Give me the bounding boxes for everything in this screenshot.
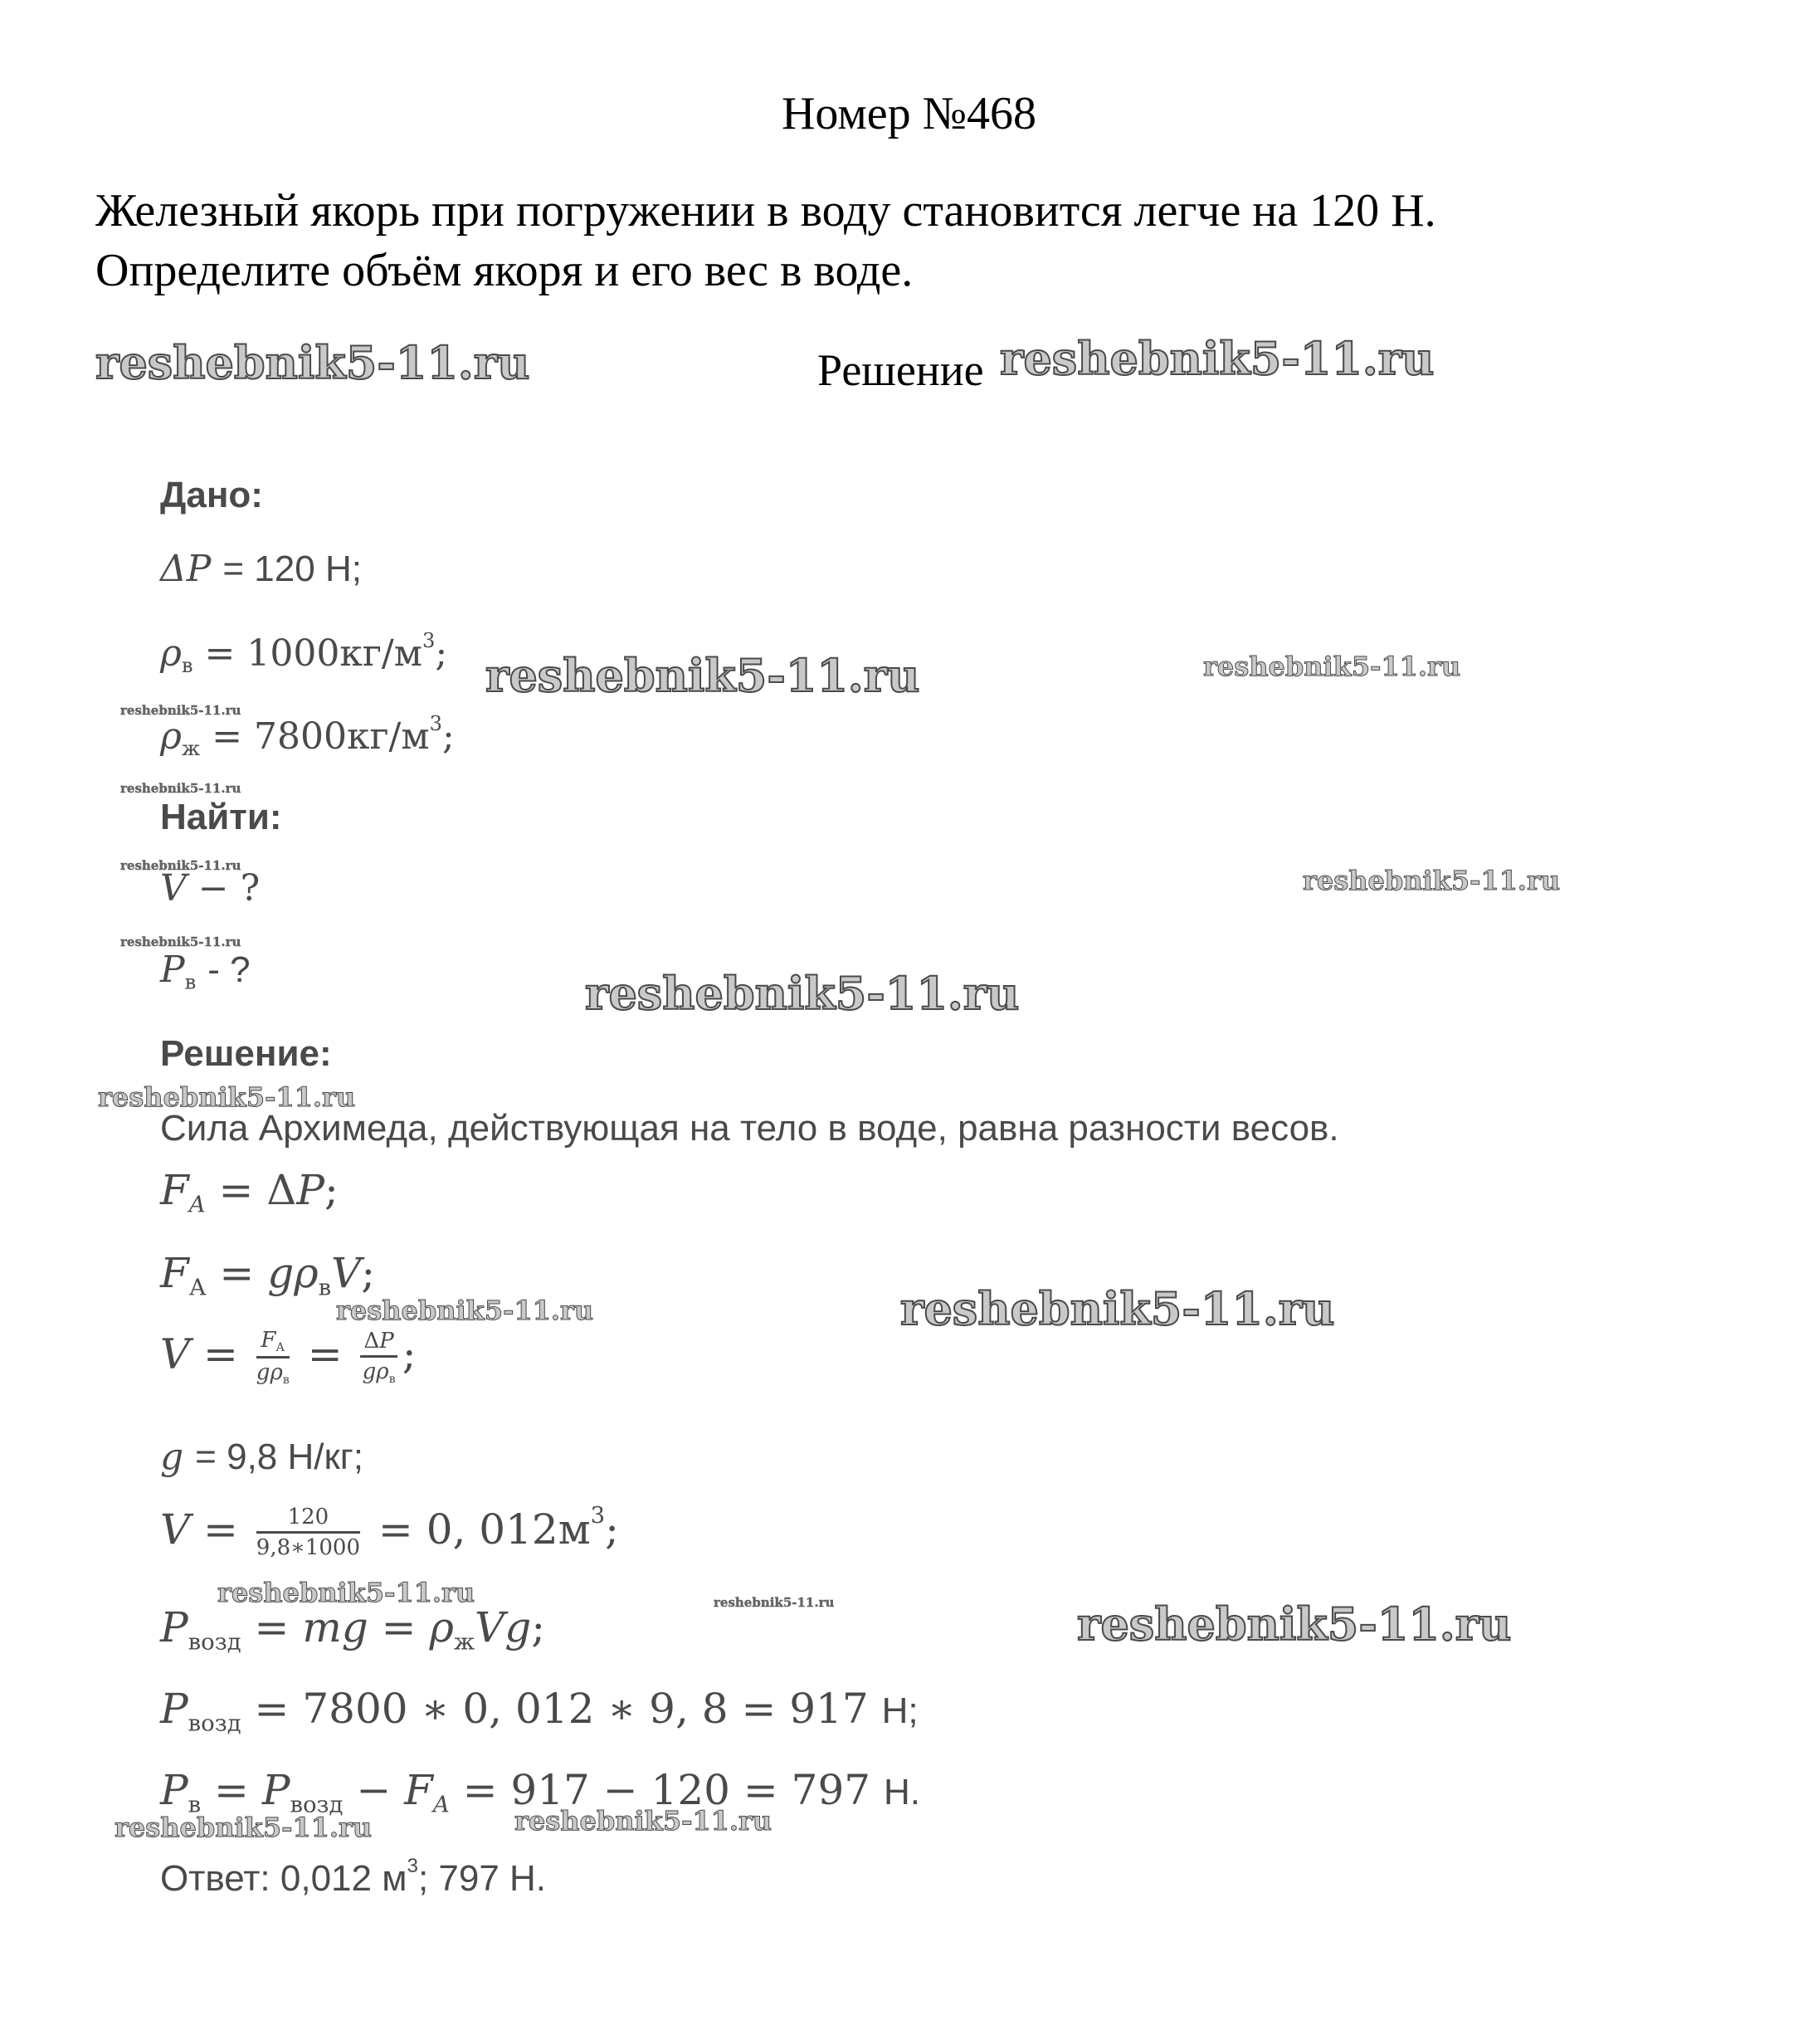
answer-weight: ; 797 Н. [417, 1857, 547, 1899]
find-weight-water: $P_в$ - ? [160, 949, 251, 994]
given-label: Дано: [160, 475, 263, 515]
formula-fa-rho: $F_А = g\rho_вV$; [160, 1249, 376, 1301]
formula-pw-calc: $P_в = P_{возд} - F_A = 917 - 120 = 797$ Н. [160, 1766, 921, 1818]
problem-line-1: Железный якорь при погружении в воду становится легче на 120 Н. [95, 185, 1436, 237]
given-rho-iron: $\rho_ж = 7800кг/м^3$; [160, 712, 455, 761]
problem-statement [95, 181, 1755, 300]
formula-pw-unit: Н. [884, 1772, 921, 1812]
watermark: reshebnik5-11.ru [514, 1805, 773, 1837]
formula-v-calc: V = $\frac{120}{9,8∗1000}$ = 0, $012м^3$; [160, 1502, 619, 1561]
watermark: reshebnik5-11.ru [900, 1282, 1335, 1335]
find-volume: V − ? [160, 867, 261, 910]
answer-label: Ответ: [160, 1857, 271, 1899]
given-rho-iron-value: = 7800кг/м [212, 715, 430, 758]
formula-p-air-unit: Н; [881, 1690, 919, 1731]
solution-text: Сила Архимеда, действующая на тело в воде, равна разности весов. [160, 1108, 1339, 1149]
given-rho-water-value: = 1000кг/м [204, 632, 422, 675]
answer: Ответ: 0,012 $м^3$; 797 Н. [160, 1855, 547, 1899]
watermark: reshebnik5-11.ru [120, 934, 241, 949]
solution-heading: Решение [817, 345, 984, 395]
formula-p-air-calc: $P_{возд} = 7800$ ∗ 0, 012 ∗ 9, 8 = 917 Н; [160, 1685, 919, 1737]
formula-pw-calc-value: = 917 − 120 = 797 [462, 1766, 871, 1814]
page-title: Номер №468 [781, 88, 1037, 139]
formula-v-result: = 0, 012м [378, 1505, 591, 1554]
watermark: reshebnik5-11.ru [98, 1081, 356, 1113]
given-delta-p-value: = 120 Н; [222, 549, 362, 589]
given-delta-p: ΔP = 120 Н; [160, 548, 362, 590]
given-rho-water: $\rho_в = 1000кг/м^3$; [160, 629, 448, 678]
watermark: reshebnik5-11.ru [585, 967, 1020, 1020]
watermark: reshebnik5-11.ru [1077, 1598, 1512, 1651]
find-volume-q: − ? [197, 867, 261, 910]
watermark: reshebnik5-11.ru [115, 1812, 373, 1843]
formula-g: g = 9,8 Н/кг; [160, 1436, 364, 1478]
formula-v: V = $\frac{F_А}{g\rho_в}$ = $\frac{\Delta P}{g\rho_в}$ ; [160, 1328, 417, 1387]
watermark: reshebnik5-11.ru [485, 649, 920, 702]
find-label: Найти: [160, 797, 282, 837]
watermark: reshebnik5-11.ru [1303, 865, 1561, 896]
find-weight-water-q: - ? [207, 949, 251, 990]
watermark: reshebnik5-11.ru [95, 336, 530, 389]
formula-g-value: = 9,8 Н/кг; [195, 1437, 364, 1477]
solution-label: Решение: [160, 1033, 332, 1074]
watermark: reshebnik5-11.ru [120, 781, 241, 796]
fraction: $\frac{120}{9,8∗1000}$ [256, 1505, 360, 1561]
formula-p-air-calc-value: = 7800 ∗ 0, 012 ∗ 9, 8 = 917 [254, 1685, 869, 1733]
answer-volume: 0,012 м [280, 1857, 407, 1899]
fraction: $\frac{F_А}{g\rho_в}$ [256, 1328, 290, 1387]
watermark: reshebnik5-11.ru [120, 703, 241, 718]
formula-p-air: $P_{возд}$ = mg = $\rho_жVg$; [160, 1603, 546, 1656]
watermark: reshebnik5-11.ru [1000, 332, 1435, 385]
watermark: reshebnik5-11.ru [217, 1577, 475, 1608]
formula-fa-dp: $F_A = \Delta P$; [160, 1166, 339, 1218]
watermark: reshebnik5-11.ru [714, 1595, 835, 1610]
fraction: $\frac{\Delta P}{g\rho_в}$ [360, 1329, 397, 1386]
watermark: reshebnik5-11.ru [336, 1295, 594, 1326]
watermark: reshebnik5-11.ru [120, 858, 241, 873]
problem-line-2: Определите объём якоря и его вес в воде. [95, 245, 914, 296]
watermark: reshebnik5-11.ru [1203, 651, 1461, 682]
